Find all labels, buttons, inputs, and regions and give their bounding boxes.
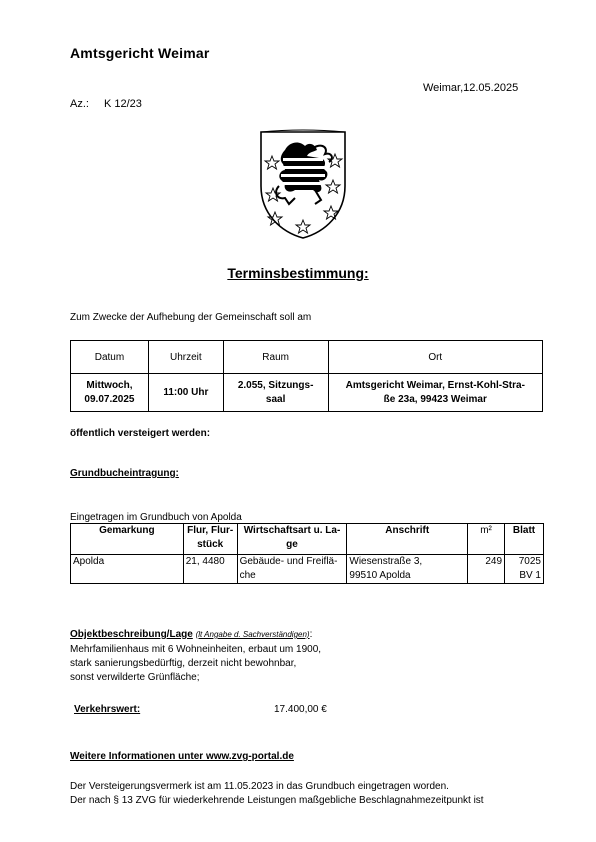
header-anschrift: Anschrift [347, 524, 468, 555]
cell-gemarkung: Apolda [71, 555, 184, 584]
table-row [71, 555, 544, 584]
object-line: Mehrfamilienhaus mit 6 Wohneinheiten, erbaut um 1900, [70, 644, 322, 655]
court-name: Amtsgericht Weimar [70, 45, 210, 61]
blatt-line1: 7025 [518, 556, 541, 567]
anschrift-line1: Wiesenstraße 3, [349, 556, 423, 567]
date-value: 09.07.2025 [84, 393, 135, 405]
header-place: Ort [328, 341, 542, 374]
thuringia-coat-of-arms-icon [255, 128, 351, 240]
date-weekday: Mittwoch, [86, 379, 133, 391]
market-value-label: Verkehrswert: [74, 704, 141, 715]
object-description-note: (lt Angabe d. Sachverständigen) [195, 630, 310, 639]
place-line2: ße 23a, 99423 Weimar [383, 393, 487, 405]
header-flur-line1: Flur, Flur- [187, 525, 234, 536]
object-description-heading [70, 629, 312, 640]
header-flur-line2: stück [197, 539, 224, 550]
object-line: sonst verwilderte Grünfläche; [70, 672, 200, 683]
intro-text: Zum Zwecke der Aufhebung der Gemeinschaft soll am [70, 312, 312, 323]
table-row [71, 374, 543, 412]
header-wirtschaft-line2: ge [286, 539, 298, 550]
auction-statement: öffentlich versteigert werden: [70, 428, 211, 439]
place-line1: Amtsgericht Weimar, Ernst-Kohl-Stra- [345, 379, 525, 391]
room-line2: saal [265, 393, 286, 405]
file-number-label: Az.: [70, 98, 89, 110]
cell-area: 249 [468, 555, 505, 584]
header-blatt: Blatt [505, 524, 544, 555]
header-room: Raum [223, 341, 328, 374]
header-date: Datum [71, 341, 149, 374]
cell-anschrift [347, 555, 468, 584]
object-description-title: Objektbeschreibung/Lage [70, 629, 193, 640]
page-title: Terminsbestimmung: [227, 265, 369, 281]
table-header-row [71, 341, 543, 374]
footer-line: Der nach § 13 ZVG für wiederkehrende Leistungen maßgebliche Beschlagnahmezeitpunkt ist [70, 795, 484, 806]
cell-place [328, 374, 542, 412]
cell-blatt [505, 555, 544, 584]
header-flur [183, 524, 237, 555]
header-wirtschaft-line1: Wirtschaftsart u. La- [243, 525, 341, 536]
header-time: Uhrzeit [148, 341, 223, 374]
header-area: m² [468, 524, 505, 555]
anschrift-line2: 99510 Apolda [349, 570, 411, 581]
cell-flur: 21, 4480 [183, 555, 237, 584]
footer-line: Der Versteigerungsvermerk ist am 11.05.2023 in das Grundbuch eingetragen worden. [70, 781, 449, 792]
cell-date [71, 374, 149, 412]
cell-room [223, 374, 328, 412]
land-register-title: Grundbucheintragung: [70, 468, 179, 479]
cell-wirtschaftsart [237, 555, 347, 584]
header-gemarkung: Gemarkung [71, 524, 184, 555]
header-wirtschaftsart [237, 524, 347, 555]
object-line: stark sanierungsbedürftig, derzeit nicht bewohnbar, [70, 658, 297, 669]
object-description-colon: : [309, 629, 313, 640]
market-value: 17.400,00 € [274, 704, 327, 715]
table-header-row [71, 524, 544, 555]
wirtschaft-line2: che [239, 570, 256, 581]
wirtschaft-line1: Gebäude- und Freiflä- [239, 556, 338, 567]
file-number-value: K 12/23 [104, 98, 142, 110]
place-date: Weimar,12.05.2025 [423, 82, 519, 94]
room-line1: 2.055, Sitzungs- [237, 379, 314, 391]
land-register-table [70, 523, 544, 584]
blatt-line2: BV 1 [519, 570, 541, 581]
appointment-table [70, 340, 543, 412]
land-register-intro: Eingetragen im Grundbuch von Apolda [70, 512, 242, 523]
more-info-link[interactable]: Weitere Informationen unter www.zvg-portal.de [70, 751, 294, 762]
cell-time: 11:00 Uhr [148, 374, 223, 412]
